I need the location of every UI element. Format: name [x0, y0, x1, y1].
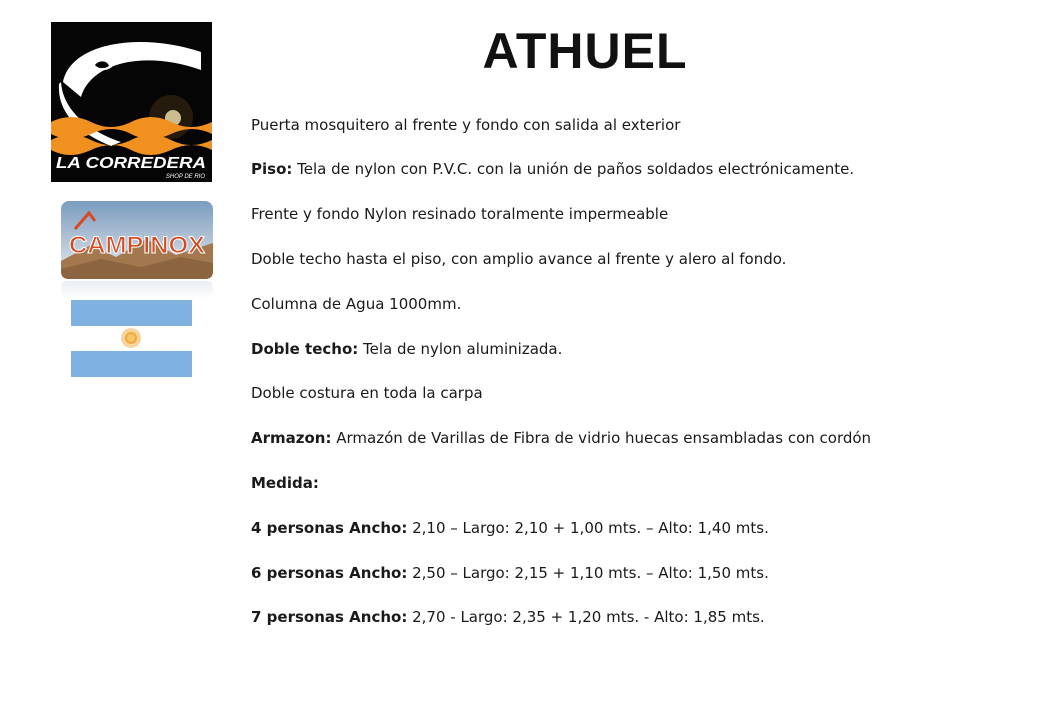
desc-line-medida: Medida:	[251, 474, 319, 492]
desc-line-armazon: Armazon: Armazón de Varillas de Fibra de vidrio huecas ensambladas con cordón	[251, 429, 872, 447]
corredera-tagline-text: SHOP DE RIO	[165, 174, 205, 180]
desc-line-columna-agua: Columna de Agua 1000mm.	[251, 295, 462, 313]
desc-line-doble-techo: Doble techo: Tela de nylon aluminizada.	[251, 340, 563, 358]
desc-line-doble-techo-piso: Doble techo hasta el piso, con amplio avance al frente y alero al fondo.	[251, 250, 787, 268]
desc-line-piso: Piso: Tela de nylon con P.V.C. con la unión de paños soldados electrónicamente.	[251, 160, 855, 178]
argentina-flag	[71, 300, 192, 377]
desc-line-doble-costura: Doble costura en toda la carpa	[251, 384, 483, 402]
la-corredera-logo	[51, 22, 212, 182]
sun-icon	[121, 328, 141, 348]
desc-line-6-personas: 6 personas Ancho: 2,50 – Largo: 2,15 + 1,10 mts. – Alto: 1,50 mts.	[251, 564, 769, 582]
desc-line-frente-fondo: Frente y fondo Nylon resinado toralmente impermeable	[251, 205, 669, 223]
campinox-brand-text: CAMPINOX	[69, 232, 205, 259]
desc-line-4-personas: 4 personas Ancho: 2,10 – Largo: 2,10 + 1,00 mts. – Alto: 1,40 mts.	[251, 519, 769, 537]
page-title: ATHUEL	[482, 23, 688, 79]
corredera-brand-text: LA CORREDERA	[56, 155, 206, 172]
desc-line-mosquitero: Puerta mosquitero al frente y fondo con salida al exterior	[251, 116, 681, 134]
campinox-logo	[61, 201, 213, 299]
desc-line-7-personas: 7 personas Ancho: 2,70 - Largo: 2,35 + 1,20 mts. - Alto: 1,85 mts.	[251, 608, 765, 626]
